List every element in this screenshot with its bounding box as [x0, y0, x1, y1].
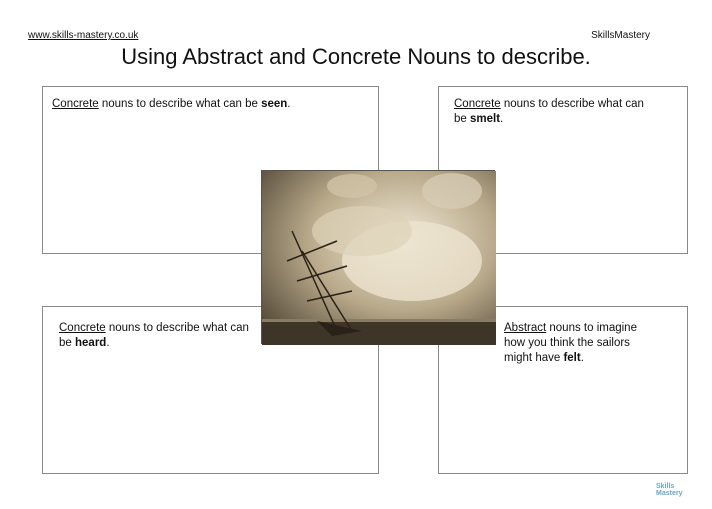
prompt-bold: smelt [470, 113, 501, 125]
keyword: Concrete [59, 322, 106, 334]
prompt-smelt [454, 97, 659, 127]
brand-name: SkillsMastery [591, 30, 650, 41]
punct: . [500, 113, 504, 125]
page-title: Using Abstract and Concrete Nouns to describe. [121, 44, 591, 69]
prompt-text: nouns to imagine how you think the sailors might have [504, 322, 637, 364]
prompt-text: nouns to describe what can be [59, 322, 249, 349]
prompt-bold: seen [261, 98, 288, 110]
prompt-seen [52, 97, 372, 112]
storm-ship-image [261, 170, 495, 344]
keyword: Abstract [504, 322, 547, 334]
keyword: Concrete [52, 98, 99, 110]
punct: . [580, 352, 584, 364]
prompt-text: nouns to describe what can be [454, 98, 644, 125]
prompt-bold: heard [75, 337, 107, 349]
prompt-text: nouns to describe what can be [98, 98, 262, 110]
prompt-felt [504, 321, 654, 366]
website-url[interactable]: www.skills-mastery.co.uk [28, 30, 139, 41]
skills-mastery-logo: Skills Mastery [656, 483, 683, 497]
punct: . [287, 98, 291, 110]
punct: . [106, 337, 110, 349]
prompt-bold: felt [563, 352, 581, 364]
prompt-heard [59, 321, 264, 351]
keyword: Concrete [454, 98, 501, 110]
